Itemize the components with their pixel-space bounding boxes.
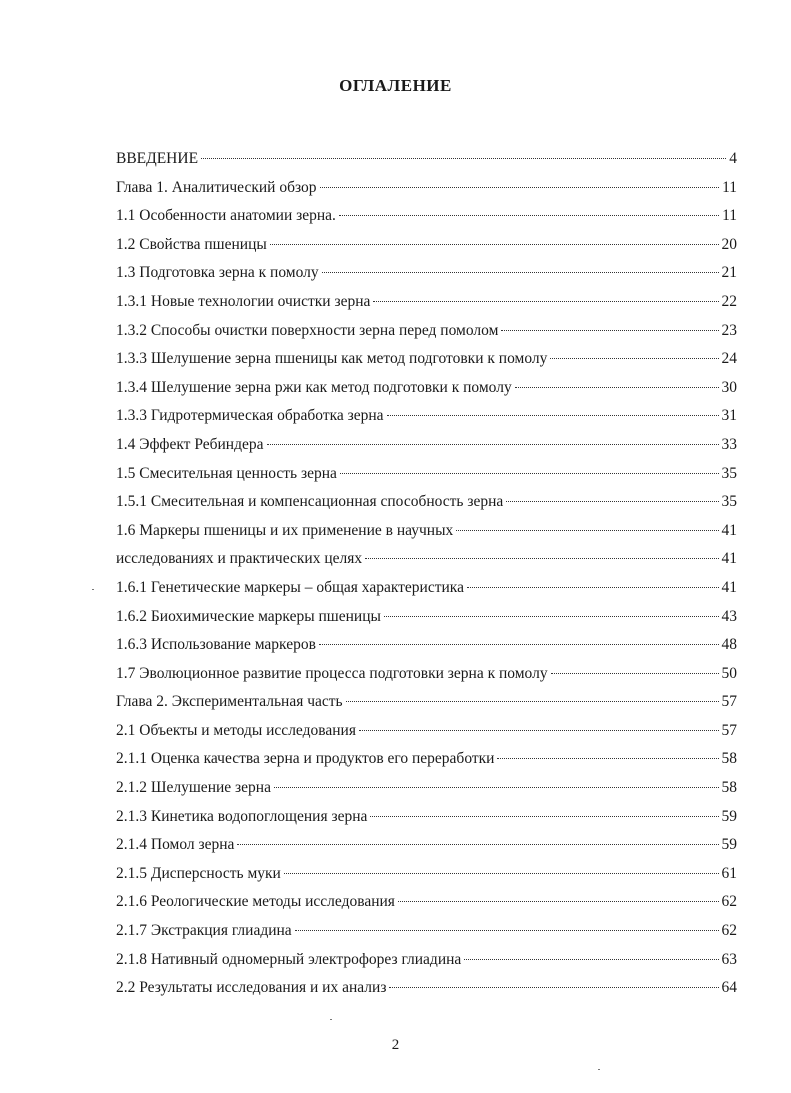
toc-entry[interactable]: [116, 803, 737, 832]
dot-leader: [339, 215, 719, 216]
toc-entry-page: 41: [721, 521, 737, 539]
toc-entry[interactable]: [116, 574, 737, 603]
toc-entry-page: 21: [721, 264, 737, 282]
dot-leader: [295, 930, 719, 931]
toc-entry[interactable]: [116, 145, 737, 174]
toc-entry[interactable]: [116, 660, 737, 689]
toc-entry-page: 11: [722, 178, 737, 196]
toc-entry[interactable]: [116, 717, 737, 746]
toc-entry-title: 1.6.3 Использование маркеров: [116, 636, 316, 654]
toc-entry[interactable]: [116, 174, 737, 203]
toc-entry-page: 59: [721, 807, 737, 825]
toc-entry-page: 62: [721, 922, 737, 940]
toc-entry-page: 59: [721, 836, 737, 854]
dot-leader: [501, 330, 718, 331]
toc-entry[interactable]: [116, 917, 737, 946]
toc-entry[interactable]: [116, 317, 737, 346]
toc-entry-title: 1.3.3 Шелушение зерна пшеницы как метод подготовки к помолу: [116, 350, 548, 368]
dot-leader: [464, 959, 718, 960]
toc-entry-page: 30: [721, 378, 737, 396]
dot-leader: [389, 987, 718, 988]
toc-entry-page: 41: [721, 550, 737, 568]
toc-entry-page: 20: [721, 235, 737, 253]
toc-entry[interactable]: [116, 488, 737, 517]
scan-speck: [330, 1019, 332, 1020]
toc-entry-title: 1.7 Эволюционное развитие процесса подготовки зерна к помолу: [116, 664, 548, 682]
dot-leader: [237, 844, 718, 845]
toc-entry-title: 2.1.2 Шелушение зерна: [116, 779, 271, 797]
dot-leader: [551, 673, 719, 674]
dot-leader: [373, 301, 718, 302]
toc-entry-title: 2.1 Объекты и методы исследования: [116, 721, 356, 739]
dot-leader: [319, 644, 719, 645]
dot-leader: [384, 616, 719, 617]
dot-leader: [320, 187, 720, 188]
toc-entry-title: 1.6.1 Генетические маркеры – общая характеристика: [116, 578, 464, 596]
dot-leader: [201, 158, 726, 159]
toc-entry-title: 1.3.1 Новые технологии очистки зерна: [116, 292, 371, 310]
dot-leader: [497, 758, 718, 759]
toc-entry-title: 1.3.2 Способы очистки поверхности зерна перед помолом: [116, 321, 499, 339]
toc-entry-title: 1.1 Особенности анатомии зерна.: [116, 207, 336, 225]
dot-leader: [365, 558, 718, 559]
toc-entry-page: 23: [721, 321, 737, 339]
toc-entry[interactable]: [116, 545, 737, 574]
dot-leader: [322, 272, 719, 273]
dot-leader: [346, 701, 719, 702]
toc-entry-page: 35: [721, 493, 737, 511]
dot-leader: [398, 901, 719, 902]
toc-entry-page: 50: [721, 664, 737, 682]
scan-speck: [92, 589, 94, 590]
toc-entry-page: 57: [721, 693, 737, 711]
scan-speck: [598, 1069, 600, 1070]
toc-entry-title: Глава 1. Аналитический обзор: [116, 178, 317, 196]
toc-entry[interactable]: [116, 888, 737, 917]
toc-entry-page: 62: [721, 893, 737, 911]
dot-leader: [506, 501, 718, 502]
toc-entry-title: 2.1.4 Помол зерна: [116, 836, 235, 854]
toc-entry-title: 1.6.2 Биохимические маркеры пшеницы: [116, 607, 381, 625]
toc-entry[interactable]: [116, 231, 737, 260]
toc-entry-page: 61: [721, 864, 737, 882]
toc-entry-title: 1.2 Свойства пшеницы: [116, 235, 267, 253]
toc-entry-page: 24: [721, 350, 737, 368]
toc-entry-title: 1.4 Эффект Ребиндера: [116, 435, 264, 453]
toc-entry[interactable]: [116, 259, 737, 288]
toc-entry-page: 58: [721, 779, 737, 797]
toc-entry-page: 41: [721, 578, 737, 596]
toc-entry[interactable]: [116, 631, 737, 660]
toc-entry-page: 43: [721, 607, 737, 625]
table-of-contents: [116, 145, 737, 1003]
toc-entry-title: 1.6 Маркеры пшеницы и их применение в научных: [116, 521, 454, 539]
toc-entry-title: 1.5.1 Смесительная и компенсационная способность зерна: [116, 493, 504, 511]
toc-entry[interactable]: [116, 374, 737, 403]
toc-entry[interactable]: [116, 745, 737, 774]
toc-entry-page: 48: [721, 636, 737, 654]
dot-leader: [270, 244, 719, 245]
toc-entry[interactable]: [116, 345, 737, 374]
dot-leader: [456, 530, 718, 531]
dot-leader: [550, 358, 718, 359]
toc-entry-page: 35: [721, 464, 737, 482]
dot-leader: [387, 415, 719, 416]
toc-entry[interactable]: [116, 831, 737, 860]
dot-leader: [267, 444, 719, 445]
toc-entry[interactable]: [116, 202, 737, 231]
dot-leader: [359, 730, 719, 731]
toc-entry-title: 1.3 Подготовка зерна к помолу: [116, 264, 319, 282]
toc-entry-title: ВВЕДЕНИЕ: [116, 150, 199, 167]
toc-entry[interactable]: [116, 860, 737, 889]
toc-entry[interactable]: [116, 517, 737, 546]
toc-entry[interactable]: [116, 974, 737, 1003]
toc-entry-page: 57: [721, 721, 737, 739]
dot-leader: [370, 816, 718, 817]
dot-leader: [274, 787, 719, 788]
toc-entry-page: 33: [721, 435, 737, 453]
toc-entry-page: 64: [721, 979, 737, 997]
toc-entry-page: 58: [721, 750, 737, 768]
toc-entry-title: 2.1.6 Реологические методы исследования: [116, 893, 395, 911]
toc-entry-page: 31: [721, 407, 737, 425]
toc-entry-page: 22: [721, 292, 737, 310]
toc-entry-title: 2.1.5 Дисперсность муки: [116, 864, 281, 882]
toc-entry[interactable]: [116, 603, 737, 632]
toc-entry-page: 11: [722, 207, 737, 225]
toc-entry-title: 1.3.3 Гидротермическая обработка зерна: [116, 407, 384, 425]
toc-entry-title: 2.1.8 Нативный одномерный электрофорез глиадина: [116, 950, 462, 968]
toc-entry-page: 4: [729, 150, 737, 167]
toc-entry[interactable]: [116, 688, 737, 717]
toc-entry-title: 2.2 Результаты исследования и их анализ: [116, 979, 387, 997]
toc-entry-title: исследованиях и практических целях: [116, 550, 363, 568]
toc-entry[interactable]: [116, 431, 737, 460]
toc-entry[interactable]: [116, 460, 737, 489]
page-number: 2: [391, 1037, 400, 1053]
dot-leader: [340, 473, 719, 474]
toc-entry[interactable]: [116, 774, 737, 803]
page-title: ОГЛАЛЕНИЕ: [339, 76, 452, 95]
toc-entry-title: 1.3.4 Шелушение зерна ржи как метод подготовки к помолу: [116, 378, 512, 396]
toc-entry-title: 2.1.1 Оценка качества зерна и продуктов его переработки: [116, 750, 495, 768]
toc-entry-title: 2.1.7 Экстракция глиадина: [116, 922, 292, 940]
dot-leader: [515, 387, 719, 388]
dot-leader: [467, 587, 719, 588]
dot-leader: [284, 873, 719, 874]
toc-entry-title: 2.1.3 Кинетика водопоглощения зерна: [116, 807, 368, 825]
toc-entry[interactable]: [116, 402, 737, 431]
toc-entry[interactable]: [116, 946, 737, 975]
toc-entry-title: 1.5 Смесительная ценность зерна: [116, 464, 337, 482]
toc-entry[interactable]: [116, 288, 737, 317]
toc-entry-title: Глава 2. Экспериментальная часть: [116, 693, 343, 711]
toc-entry-page: 63: [721, 950, 737, 968]
